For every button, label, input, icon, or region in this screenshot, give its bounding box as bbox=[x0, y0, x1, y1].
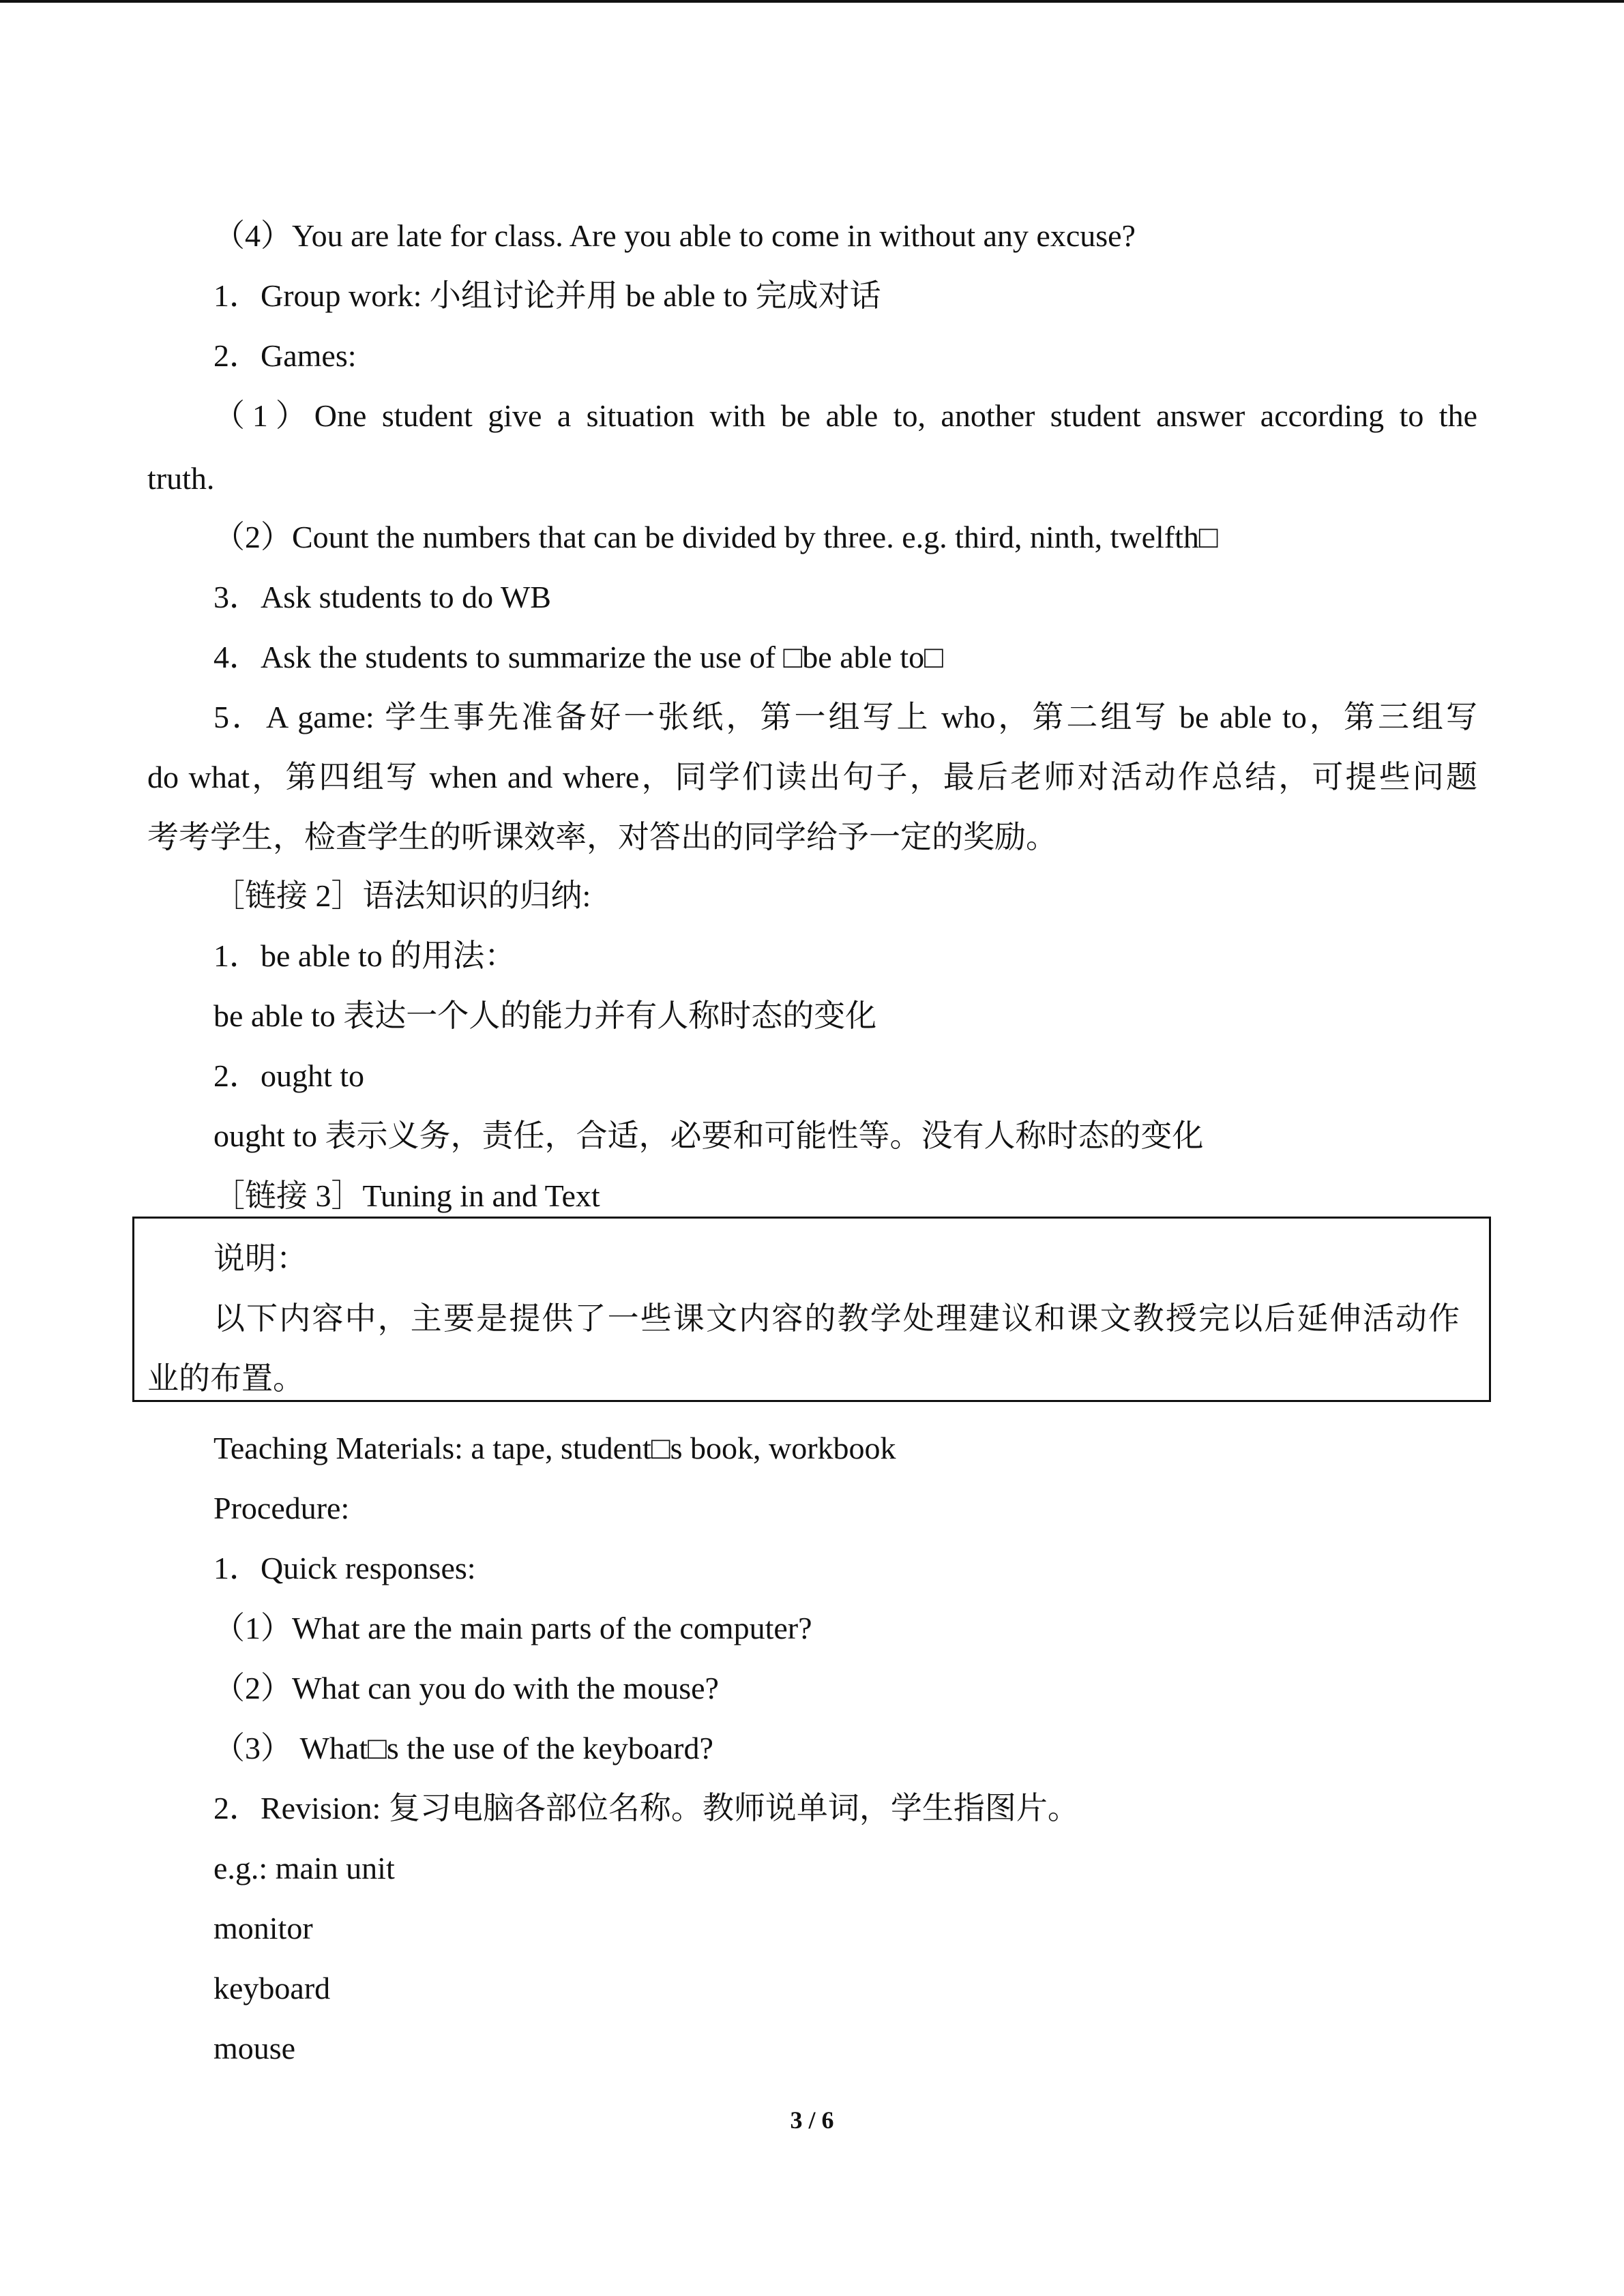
game-1-line-1: （1）One student give a situation with be able to, another student answer according to the bbox=[213, 398, 1477, 433]
be-able-to-usage-heading: 1．be able to 的用法： bbox=[213, 938, 516, 973]
game-2-count-numbers: （2）Count the numbers that can be divided by three. e.g. third, ninth, twelfth□ bbox=[213, 520, 1218, 554]
vocab-mouse: mouse bbox=[213, 2031, 296, 2066]
item-games: 2．Games: bbox=[213, 338, 357, 373]
item-group-work: 1．Group work: 小组讨论并用 be able to 完成对话 bbox=[213, 278, 881, 313]
item-ask-wb: 3．Ask students to do WB bbox=[213, 580, 551, 614]
teaching-materials: Teaching Materials: a tape, student□s book, workbook bbox=[213, 1431, 896, 1465]
explanation-title: 说明： bbox=[213, 1241, 308, 1276]
item-a-game-line-3: 考考学生，检查学生的听课效率，对答出的同学给予一定的奖励。 bbox=[147, 820, 1057, 854]
ought-to-heading: 2．ought to bbox=[213, 1058, 365, 1093]
quick-responses-heading: 1．Quick responses: bbox=[213, 1551, 476, 1585]
item-a-game-line-1: 5．A game: 学生事先准备好一张纸，第一组写上 who，第二组写 be able to，第三组写 bbox=[213, 700, 1477, 734]
vocab-keyboard: keyboard bbox=[213, 1971, 331, 2006]
item-a-game-line-2: do what，第四组写 when and where，同学们读出句子，最后老师对活动作总结，可提些问题 bbox=[147, 760, 1477, 794]
question-1: （1）What are the main parts of the computer? bbox=[213, 1611, 812, 1645]
question-3: （3） What□s the use of the keyboard? bbox=[213, 1731, 713, 1765]
game-1-line-2: truth. bbox=[147, 461, 215, 496]
item-4-late-for-class: （4）You are late for class. Are you able to come in without any excuse? bbox=[213, 218, 1136, 253]
vocab-monitor: monitor bbox=[213, 1911, 313, 1945]
link-2-heading: ［链接 2］语法知识的归纳: bbox=[213, 878, 591, 913]
explanation-line-2: 业的布置。 bbox=[147, 1361, 304, 1396]
revision-heading: 2．Revision: 复习电脑各部位名称。教师说单词，学生指图片。 bbox=[213, 1791, 1079, 1825]
link-3-heading: ［链接 3］Tuning in and Text bbox=[213, 1178, 600, 1213]
explanation-line-1: 以下内容中，主要是提供了一些课文内容的教学处理建议和课文教授完以后延伸活动作 bbox=[213, 1301, 1460, 1336]
question-2: （2）What can you do with the mouse? bbox=[213, 1671, 719, 1705]
ought-to-usage-text: ought to 表示义务，责任，合适，必要和可能性等。没有人称时态的变化 bbox=[213, 1118, 1204, 1153]
item-summarize: 4．Ask the students to summarize the use of □be able to□ bbox=[213, 640, 943, 674]
procedure-heading: Procedure: bbox=[213, 1491, 350, 1525]
page-number: 3 / 6 bbox=[790, 2106, 834, 2134]
vocab-main-unit: e.g.: main unit bbox=[213, 1851, 395, 1885]
be-able-to-usage-text: be able to 表达一个人的能力并有人称时态的变化 bbox=[213, 998, 877, 1033]
